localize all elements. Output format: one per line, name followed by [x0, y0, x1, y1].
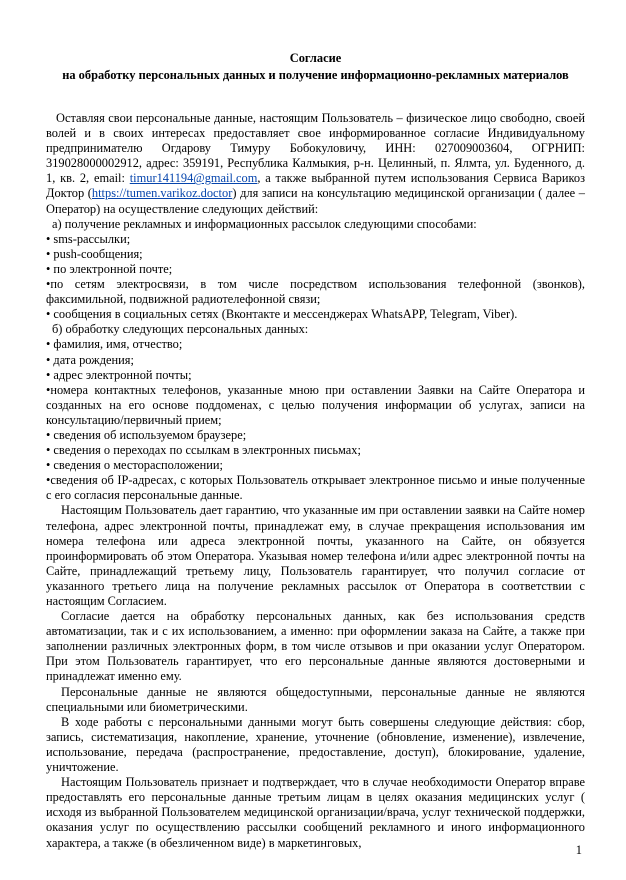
intro-text-2: , а также выбранной путем использования Сервиса Варикоз Доктор (	[46, 171, 585, 201]
list-item-push: • push-сообщения;	[46, 246, 143, 261]
paragraph-not-public: Персональные данные не являются общедоступными, персональные данные не являются специальными или биометрическими.	[46, 684, 585, 714]
intro-text-3: ) для записи на консультацию медицинской организации ( далее – Оператор) на осуществление следующих действий:	[46, 186, 585, 216]
paragraph-actions: В ходе работы с персональными данными могут быть совершены следующие действия: сбор, запись, систематизация, накопление, хранение, уточнение (обновление, изменение), извлечение, использование, передача (распространение, предоставление, доступ), блокирование, удаление, уничтожение.	[46, 714, 585, 775]
list-item-social: • сообщения в социальных сетях (Вконтакте и мессенджерах WhatsAPP, Telegram, Viber).	[46, 307, 518, 322]
email-link[interactable]: timur141194@gmail.com	[129, 171, 258, 186]
title-line-2: на обработку персональных данных и получение информационно-рекламных материалов	[62, 68, 569, 82]
list-item-link-clicks: • сведения о переходах по ссылкам в электронных письмах;	[46, 443, 361, 458]
section-a-heading: а) получение рекламных и информационных рассылок следующими способами:	[52, 216, 477, 231]
document-content	[46, 50, 585, 851]
section-b-heading: б) обработку следующих персональных данных:	[52, 322, 309, 337]
list-item-email-channel: • по электронной почте;	[46, 261, 173, 276]
intro-text-1: Оставляя свои персональные данные, настоящим Пользователь – физическое лицо свободно, своей волей и в своих интересах предоставляет свое информированное согласие Индивидуальному предпринимателю Огдарову Тимуру Бобокуловичу, ИНН: 027009003604, ОГРНИП: 319028000002912, адрес: 359191, Республика Калмыкия, р-н. Целинный, п. Ялмта, ул. Буденного, д. 1, кв. 2, email:	[46, 111, 585, 186]
document-title	[46, 50, 585, 84]
paragraph-consent-scope: Согласие дается на обработку персональных данных, как без использования средств автоматизации, так и с их использованием, а именно: при оформлении заказа на Сайте, а также при заполнении различных электронных форм, в том числе отзывов и при оказании услуг Оператором. При этом Пользователь гарантирует, что его персональные данные являются достоверными и принадлежат именно ему.	[46, 609, 585, 684]
intro-paragraph	[46, 111, 585, 217]
page-number: 1	[575, 843, 582, 857]
list-item-birthdate: • дата рождения;	[46, 352, 134, 367]
paragraph-guarantee: Настоящим Пользователь дает гарантию, что указанные им при оставлении заявки на Сайте номер телефона, адрес электронной почты, принадлежат ему, в случае прекращения использования им номера телефона или адреса электронной почты, указанного на Сайте, он обязуется проинформировать об этом Оператора. Указывая номер телефона и/или адрес электронной почты на Сайте, принадлежащий третьему лицу, Пользователь гарантирует, что получил согласие от указанного третьего лица на получение рекламных рассылок от Оператора в соответствии с настоящим Согласием.	[46, 503, 585, 608]
list-item-telecom: •по сетям электросвязи, в том числе посредством использования телефонной (звонков), факсимильной, подвижной радиотелефонной связи;	[46, 277, 585, 307]
list-item-email-address: • адрес электронной почты;	[46, 367, 192, 382]
site-link[interactable]: https://tumen.varikoz.doctor	[91, 186, 233, 201]
list-item-browser: • сведения об используемом браузере;	[46, 427, 247, 442]
title-line-1: Согласие	[289, 51, 342, 65]
list-item-fio: • фамилия, имя, отчество;	[46, 337, 183, 352]
list-item-ip: •сведения об IP-адресах, с которых Пользователь открывает электронное письмо и иные полученные с его согласия персональные данные.	[46, 473, 585, 503]
list-item-sms: • sms-рассылки;	[46, 231, 131, 246]
list-item-location: • сведения о месторасположении;	[46, 458, 223, 473]
list-item-phones: •номера контактных телефонов, указанные мною при оставлении Заявки на Сайте Оператора и созданных на его основе поддоменах, с целью получения информации об услугах, записи на консультацию/первичный прием;	[46, 382, 585, 427]
paragraph-third-parties: Настоящим Пользователь признает и подтверждает, что в случае необходимости Оператор вправе предоставлять его персональные данные третьим лицам в целях оказания медицинских услуг ( исходя из выбранной Пользователем медицинской организации/врача, услуг технической поддержки, оказания услуг по осуществлению рассылки сообщений рекламного и иного информационного характера, а также (в обезличенном виде) в маркетинговых,	[46, 775, 585, 850]
